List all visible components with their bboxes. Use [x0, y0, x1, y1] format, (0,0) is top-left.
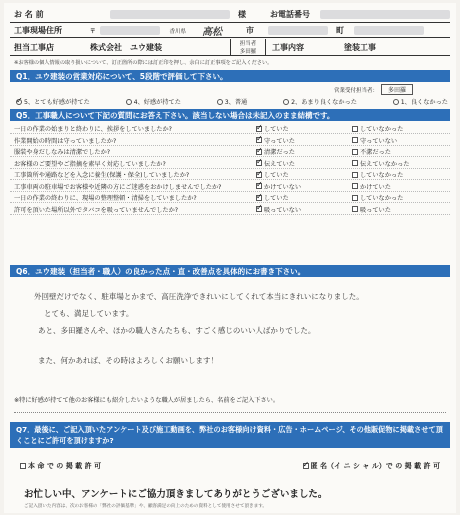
q6-comment-line-3: あと、多田羅さんや、ほかの職人さんたちも、すごく感じのいい人ばかりでした。: [38, 326, 316, 335]
q5-row: [10, 147, 450, 157]
q5-question: 作業開始の時間は守っていましたか?: [14, 137, 117, 145]
q5-row: [10, 205, 450, 215]
q5-option-a[interactable]: [256, 182, 342, 191]
q5-option-b[interactable]: [352, 193, 442, 202]
q5-question: 工事箇所や通路などを入念に養生(保護・保全)していましたか?: [14, 172, 190, 179]
honorific: 様: [238, 10, 246, 19]
q1-radio[interactable]: [393, 99, 399, 105]
q5-checkbox[interactable]: [256, 206, 262, 212]
q1-rep-label: 営業受付担当者：: [334, 87, 379, 94]
q5-option-label: 清潔だった: [264, 149, 295, 156]
prefecture: 香川県: [169, 28, 187, 35]
q5-option-b[interactable]: [352, 205, 442, 214]
q1-option-2[interactable]: [283, 97, 357, 106]
q5-option-a[interactable]: [256, 147, 342, 156]
q5-option-label: していた: [264, 195, 289, 202]
q5-checkbox[interactable]: [352, 149, 358, 155]
store-label: 担当工事店: [14, 42, 54, 52]
q5-question: 一日の作業の始まりと終わりに、挨拶をしていましたか?: [14, 126, 172, 133]
postal-mark: 〒: [90, 28, 96, 35]
q7-real-checkbox[interactable]: [20, 463, 26, 469]
q5-option-b[interactable]: [352, 170, 442, 179]
q5-checkbox[interactable]: [352, 160, 358, 166]
work-value: 塗装工事: [344, 42, 376, 52]
q1-option-label: 2、あまり良くなかった: [291, 99, 357, 106]
q5-row: [10, 124, 450, 134]
branch-value: 多田羅: [239, 49, 257, 55]
q5-checkbox[interactable]: [352, 195, 358, 201]
q5-option-label: していなかった: [360, 172, 404, 179]
q5-checkbox[interactable]: [352, 206, 358, 212]
q6-title-bar: [10, 265, 450, 277]
q1-option-3[interactable]: [217, 97, 248, 106]
q1-option-label: 3、普通: [224, 99, 248, 106]
q5-option-b[interactable]: [352, 182, 442, 191]
q5-option-label: 伝えていなかった: [360, 160, 410, 168]
q5-checkbox[interactable]: [256, 149, 262, 155]
q5-option-label: かけていない: [264, 183, 302, 191]
q5-option-b[interactable]: [352, 159, 442, 168]
q5-question: お客様のご要望やご指摘を素早く対応していましたか?: [14, 160, 166, 168]
q5-checkbox[interactable]: [352, 137, 358, 143]
q6-comment-line-4: また、何かあれば、その時はよろしくお願いします！: [38, 356, 218, 365]
q1-option-1[interactable]: [393, 97, 448, 106]
q1-option-label: 4、好感が持てた: [133, 99, 181, 106]
survey-page: [4, 3, 456, 513]
footer-thanks: お忙しい中、アンケートにご協力頂きましてありがとうございました。: [24, 489, 328, 500]
work-label: 工事内容: [272, 42, 304, 52]
q5-option-a[interactable]: [256, 170, 342, 179]
q1-option-4[interactable]: [126, 97, 181, 106]
town-suffix: 町: [336, 26, 345, 35]
q5-option-label: していた: [264, 172, 289, 179]
q1-option-label: 5、とても好感が持てた: [24, 99, 90, 106]
q7-real-label: 本 命 で の 掲 載 許 可: [28, 462, 102, 470]
q6-staff-line: [14, 412, 446, 413]
q6-title: Q6．ユウ建装（担当者・職人）の良かった点・直・改善点を具体的にお書き下さい。: [16, 266, 306, 276]
address-redacted: [354, 26, 424, 35]
header-store-row: [10, 39, 450, 56]
name-label: お 名 前: [14, 10, 44, 19]
footer-fine-print: ご記入頂いた内容は、次のお客様の「弊社の評価基準」や、顧客満足の向上のための資料として使用させて頂きます。: [24, 504, 268, 509]
q5-title-bar: [10, 109, 450, 121]
q5-question: 工事車両の駐車場でお客様や近隣の方にご迷惑をおかけしませんでしたか?: [14, 183, 222, 191]
q5-checkbox[interactable]: [352, 183, 358, 189]
q5-option-a[interactable]: [256, 205, 342, 214]
q5-row: [10, 136, 450, 146]
q5-title: Q5．工事職人について下記の質問にお答え下さい。該当しない場合は未記入のまま結構です。: [16, 110, 335, 120]
q5-question: 服装や身だしなみは清潔でしたか?: [14, 149, 111, 156]
q7-options: [20, 461, 440, 471]
q5-option-label: 守っていた: [264, 137, 295, 145]
q5-option-label: 不潔だった: [360, 149, 391, 156]
q5-checkbox[interactable]: [256, 160, 262, 166]
q7-option-real-name[interactable]: [20, 461, 101, 471]
header-name-row: [10, 7, 450, 23]
q7-initial-label: 匿 名（イ ニ シ ャ ル）で の 掲 載 許 可: [310, 462, 440, 470]
q5-option-b[interactable]: [352, 136, 442, 145]
q6-footnote: ※特に好感が持てて他のお客様にも紹介したいような職人が居ましたら、名前をご記入下さい。: [14, 397, 280, 404]
q5-option-label: 守っていない: [360, 137, 398, 145]
q5-option-a[interactable]: [256, 124, 342, 133]
q5-checkbox[interactable]: [352, 172, 358, 178]
q1-rep-value: 多田羅: [381, 84, 413, 95]
q5-row: [10, 159, 450, 169]
q1-radio[interactable]: [16, 99, 22, 105]
city-suffix: 市: [246, 26, 255, 35]
q1-radio[interactable]: [217, 99, 223, 105]
q5-option-label: 吸っていた: [360, 206, 391, 214]
q1-radio[interactable]: [126, 99, 132, 105]
q5-option-a[interactable]: [256, 193, 342, 202]
q5-checkbox[interactable]: [256, 195, 262, 201]
q5-row: [10, 170, 450, 180]
phone-redacted: [320, 10, 450, 19]
q5-option-b[interactable]: [352, 147, 442, 156]
q6-comment-line-1: 外回壁だけでなく、駐車場とかまで、高圧洗浄できれいにしてくれて本当にきれいになりました。: [34, 292, 364, 301]
q7-title: Q7．最後に、ご記入頂いたアンケート及び施工動画を、弊社のお客様向け資料・広告・ホームページ、その他販促物に掲載させて頂くことにご許可を頂けますか?: [16, 425, 443, 445]
store-name: 株式会社 ユウ建装: [90, 42, 162, 52]
q5-checkbox[interactable]: [256, 137, 262, 143]
privacy-note: ※お客様の個人情報の取り扱いについて、訂正箇所の際には訂正印を押し、余白に訂正事項をご記入ください。: [14, 60, 273, 66]
q5-checkbox[interactable]: [352, 126, 358, 132]
q5-question: 一日の作業の終わりに、現場の整理整頓・清掃をしていましたか?: [14, 195, 197, 202]
name-redacted: [110, 10, 230, 19]
q1-options: [16, 97, 448, 106]
q1-option-5[interactable]: [16, 97, 90, 106]
q5-option-label: していなかった: [360, 195, 404, 202]
q1-title: Q1．ユウ建装の営業対応について、5段階で評価して下さい。: [16, 71, 228, 81]
q7-title-bar: [10, 422, 450, 448]
branch-label: 担当者: [239, 41, 257, 47]
q5-option-label: かけていた: [360, 183, 391, 191]
city-handwritten: 高松: [202, 27, 223, 38]
q5-option-a[interactable]: [256, 136, 342, 145]
q5-checkbox[interactable]: [256, 183, 262, 189]
q7-initial-checkbox[interactable]: [303, 463, 309, 469]
postal-redacted: [100, 26, 160, 35]
phone-label: お電話番号: [270, 10, 310, 19]
q1-radio[interactable]: [283, 99, 289, 105]
q5-question: 許可を頂いた場所以外でタバコを吸っていませんでしたか?: [14, 206, 179, 214]
q5-row: [10, 193, 450, 203]
q1-title-bar: [10, 70, 450, 82]
site-label: 工事現場住所: [14, 26, 62, 35]
q5-checkbox[interactable]: [256, 126, 262, 132]
q5-checkbox[interactable]: [256, 172, 262, 178]
q5-option-label: していた: [264, 126, 289, 133]
q1-option-label: 1、良くなかった: [400, 99, 448, 106]
q5-option-b[interactable]: [352, 124, 442, 133]
q5-option-label: していなかった: [360, 126, 404, 133]
q5-option-label: 伝えていた: [264, 160, 295, 168]
q5-option-label: 吸っていない: [264, 206, 302, 214]
q5-row: [10, 182, 450, 192]
q1-rep: [334, 84, 413, 95]
branch-cell: [230, 39, 266, 56]
q5-option-a[interactable]: [256, 159, 342, 168]
q7-option-initial[interactable]: [303, 461, 440, 471]
header-site-row: [10, 24, 450, 38]
q6-comment-line-2: とても、満足しています。: [44, 309, 134, 318]
street-redacted: [268, 26, 328, 35]
